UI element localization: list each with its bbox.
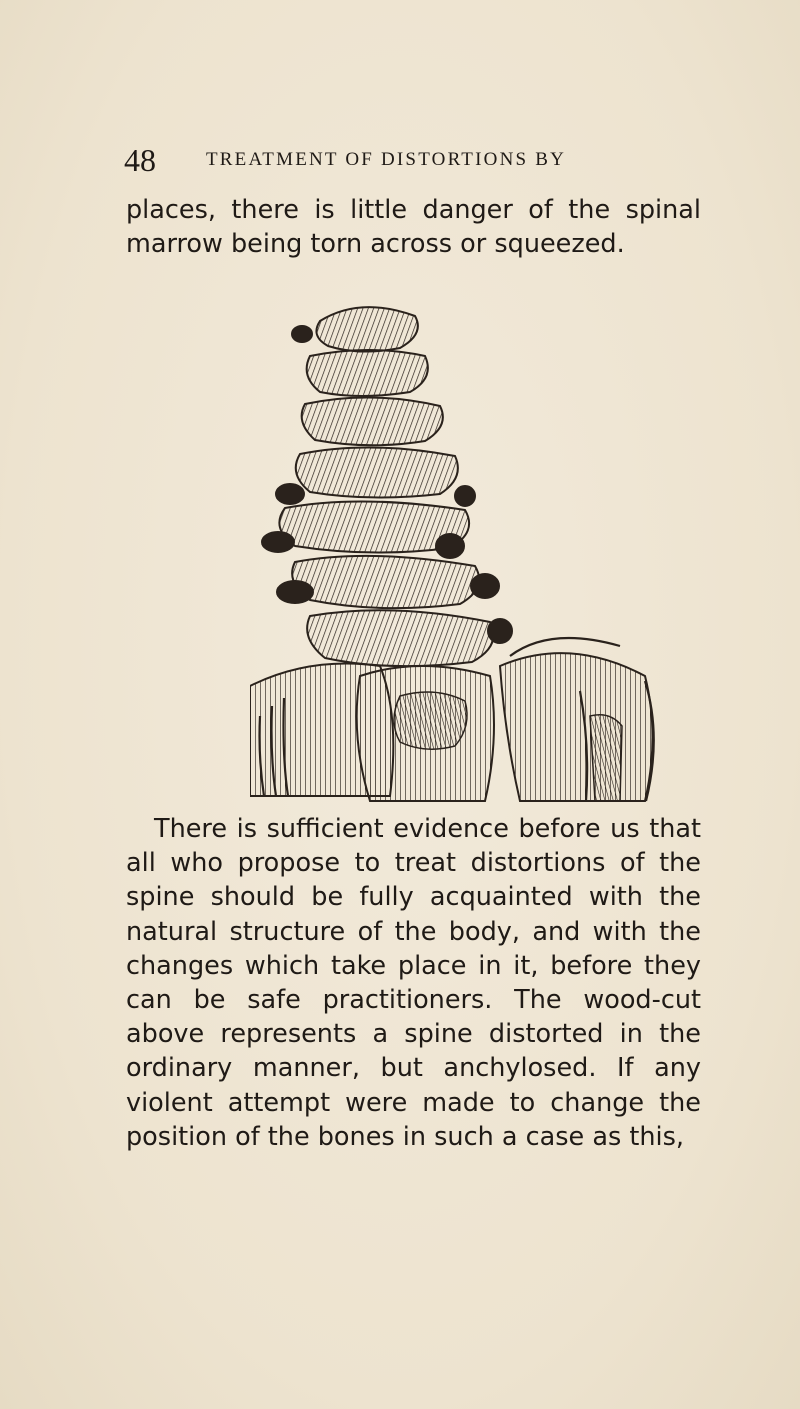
- paragraph-bottom: There is sufficient evidence before us that all who propose to treat distortions of the spine should be fully acquainted with the natural structure of the body, and with the changes which take place in it, before they can be safe practitioners. The wood-cut above represents a spine distorted in the ordinary manner, but anchylosed. If any violent attempt were made to change the position of the bones in such a case as this,: [126, 814, 701, 1152]
- bottom-paragraph-block: [126, 812, 701, 1154]
- running-title: TREATMENT OF DISTORTIONS BY: [206, 149, 566, 170]
- paragraph-top: places, there is little danger of the spinal marrow being torn across or squeezed.: [126, 195, 701, 260]
- page-number: 48: [124, 142, 156, 178]
- running-header: [124, 140, 684, 180]
- distorted-spine-woodcut-icon: [250, 296, 670, 816]
- top-paragraph-block: [126, 193, 701, 261]
- woodcut-figure: [250, 296, 670, 816]
